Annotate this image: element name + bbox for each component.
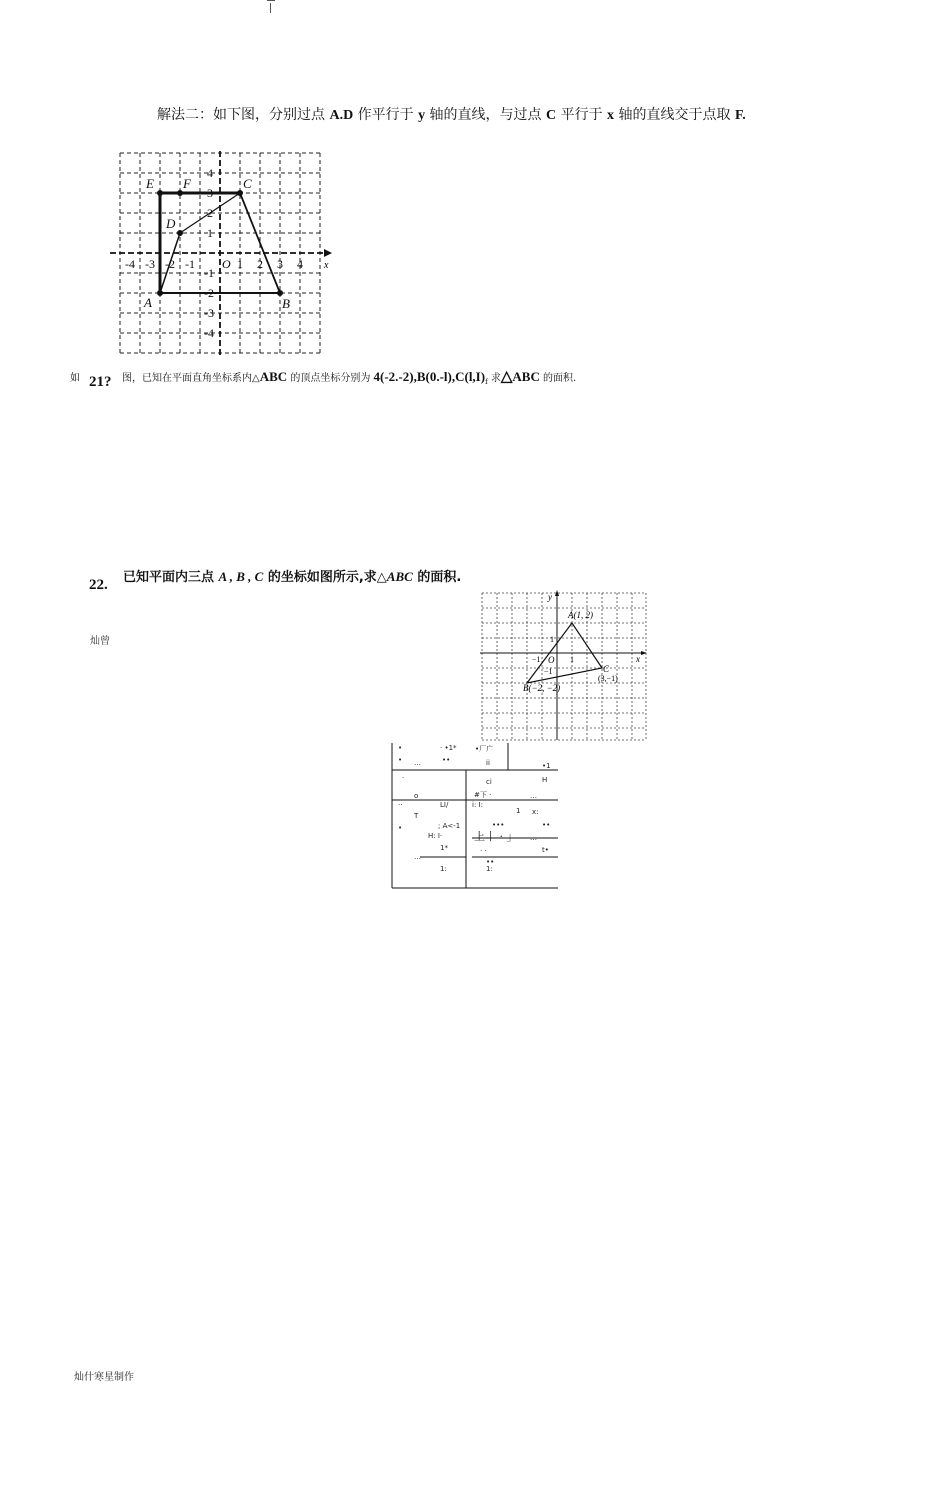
label-c: C bbox=[603, 664, 610, 674]
y-tick: 3 bbox=[207, 186, 213, 200]
y-tick: 1 bbox=[550, 635, 554, 644]
svg-text:••: •• bbox=[542, 821, 551, 829]
q21-prefix: 如 bbox=[70, 373, 80, 384]
label-b: B bbox=[282, 296, 290, 311]
svg-text:x:: x: bbox=[532, 808, 539, 816]
svg-text:•••: ••• bbox=[492, 821, 505, 829]
svg-text:o: o bbox=[414, 792, 419, 800]
x-tick: 3 bbox=[277, 257, 283, 271]
origin-label: O bbox=[222, 257, 231, 271]
solution-2-text: 解法二：如下图，分别过点 A.D 作平行于 y 轴的直线，与过点 C 平行于 x 轴的直线交于点取 F. bbox=[157, 107, 746, 123]
svg-text:H: H bbox=[542, 776, 548, 784]
x-tick: -3 bbox=[145, 257, 155, 271]
y-tick: -3 bbox=[204, 306, 214, 320]
svg-text:H: I·: H: I· bbox=[428, 832, 443, 840]
axes bbox=[110, 151, 330, 356]
svg-text:1: 1 bbox=[516, 807, 521, 815]
svg-text:; A<-1: ; A<-1 bbox=[438, 822, 461, 830]
figure-2-triangle-grid bbox=[478, 590, 650, 742]
x-tick: -1 bbox=[185, 257, 195, 271]
x-tick-labels bbox=[125, 257, 303, 271]
svg-text:ii: ii bbox=[486, 759, 490, 767]
svg-text:ci: ci bbox=[486, 778, 492, 786]
y-tick: -1 bbox=[204, 266, 214, 280]
y-tick: −1 bbox=[544, 667, 553, 676]
q22-number: 22. bbox=[89, 577, 108, 593]
scan-table-fragment bbox=[390, 740, 560, 892]
x-tick: 1 bbox=[237, 257, 243, 271]
svg-text:•: • bbox=[398, 744, 403, 752]
svg-text:•1: •1 bbox=[542, 762, 551, 770]
svg-text:#下 ·: #下 · bbox=[474, 791, 492, 799]
svg-text:…: … bbox=[530, 834, 537, 842]
y-axis-label: y bbox=[548, 592, 552, 602]
svg-text:LI/: LI/ bbox=[440, 801, 449, 809]
point-labels bbox=[143, 176, 290, 311]
label-a: A(1, 2) bbox=[568, 610, 593, 620]
svg-text:…: … bbox=[530, 792, 537, 800]
figure-1-coordinate-grid bbox=[108, 146, 338, 362]
x-tick: 1 bbox=[570, 655, 574, 664]
svg-text:T: T bbox=[414, 812, 419, 820]
svg-text:· ·: · · bbox=[480, 847, 487, 855]
y-tick: 4 bbox=[207, 166, 213, 180]
label-b: B(−2, −2) bbox=[523, 683, 561, 693]
y-tick: 2 bbox=[207, 206, 213, 220]
svg-text:…: … bbox=[414, 759, 421, 767]
svg-text:上丨 · 」: 上丨 · 」 bbox=[474, 830, 518, 843]
svg-text:•厂广: •厂广 bbox=[475, 745, 494, 753]
origin-label: O bbox=[548, 655, 555, 665]
svg-text:t•: t• bbox=[542, 846, 549, 854]
axes bbox=[480, 592, 644, 740]
grid-lines bbox=[482, 593, 646, 740]
svg-text:…: … bbox=[414, 853, 421, 861]
svg-text:1*: 1* bbox=[440, 844, 448, 852]
svg-text:•: • bbox=[398, 824, 403, 832]
svg-text:·: · bbox=[402, 774, 405, 782]
q22-text: 已知平面内三点 A , B , C 的坐标如图所示,求△ABC 的面积. bbox=[123, 569, 462, 585]
q22-note: 灿曾 bbox=[90, 636, 110, 647]
svg-text:··: ·· bbox=[398, 801, 403, 809]
label-c: C bbox=[243, 176, 252, 191]
svg-text:· •1*: · •1* bbox=[440, 744, 457, 752]
x-tick: 4 bbox=[297, 257, 303, 271]
svg-text:••: •• bbox=[442, 756, 451, 764]
q21-text: 图，已知在平面直角坐标系内△ABC 的顶点坐标分别为 $4(-2.-2),B(0.-l),C(l,I)_f$ 求△ABC 的面积. bbox=[122, 369, 577, 386]
svg-text:•: • bbox=[398, 756, 403, 764]
y-tick: 1 bbox=[207, 226, 213, 240]
svg-text:••: •• bbox=[486, 858, 495, 866]
footer-credit: 灿什寒星制作 bbox=[74, 1372, 134, 1383]
svg-text:1:: 1: bbox=[440, 865, 447, 873]
svg-text:1:: 1: bbox=[486, 865, 493, 873]
svg-text:i: I:: i: I: bbox=[472, 801, 483, 809]
label-d: D bbox=[166, 216, 176, 231]
y-tick: -2 bbox=[204, 286, 214, 300]
label-e: E bbox=[146, 176, 154, 191]
x-axis-label: x bbox=[324, 260, 329, 271]
x-axis-arrow bbox=[324, 249, 332, 257]
top-mark bbox=[268, 0, 275, 13]
x-tick: -2 bbox=[165, 257, 175, 271]
scan-fragments bbox=[398, 744, 551, 873]
label-f: F bbox=[183, 176, 191, 191]
x-axis-label: x bbox=[636, 654, 640, 664]
x-tick: -4 bbox=[125, 257, 135, 271]
x-tick: −1 bbox=[532, 655, 541, 664]
q21-number: 21? bbox=[89, 374, 112, 390]
y-tick: -4 bbox=[204, 326, 214, 340]
x-tick: 2 bbox=[257, 257, 263, 271]
label-a: A bbox=[144, 295, 152, 310]
label-c-coords: (3,−1) bbox=[598, 674, 618, 683]
